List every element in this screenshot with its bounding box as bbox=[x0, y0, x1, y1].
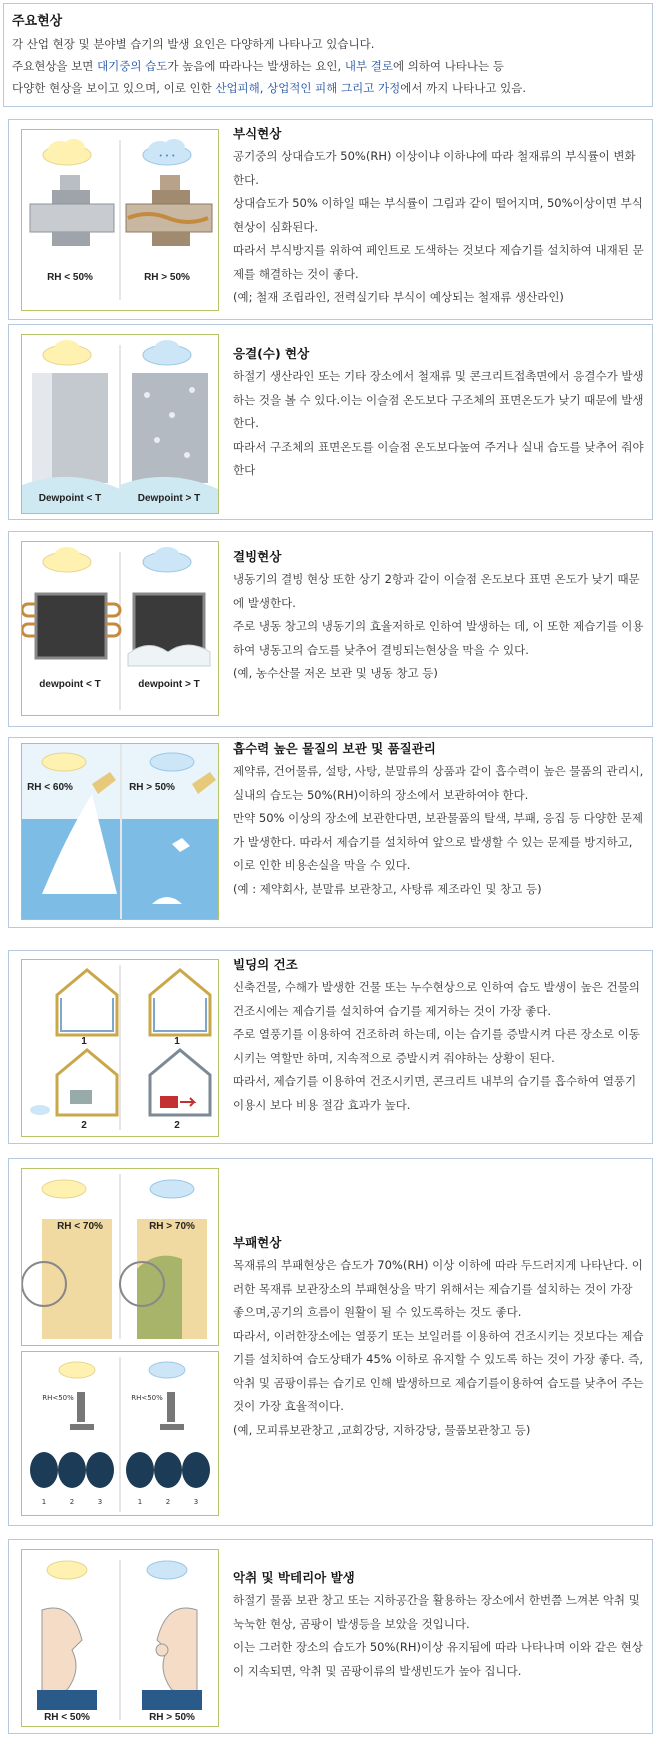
label-dish: 2 bbox=[165, 1498, 171, 1506]
rusted-bolt-icon bbox=[126, 175, 212, 246]
wet-pipe-icon bbox=[120, 373, 218, 513]
highlight-humidity: 대기중의 습도 bbox=[97, 59, 168, 73]
label-wet: dewpoint > T bbox=[138, 679, 200, 690]
section-paragraph: 주로 냉동 창고의 냉동기의 효율저하로 인하여 발생하는 데, 이 또한 제습기를 이용하여 냉동고의 습도를 낮추어 결빙되는현상을 막을 수 있다. bbox=[233, 619, 644, 657]
label-dry: Dewpoint < T bbox=[38, 493, 102, 504]
section-text bbox=[233, 343, 646, 483]
label-dry: RH < 70% bbox=[57, 1221, 103, 1232]
intro-line-3: 다양한 현상을 보이고 있으며, 이로 인한 산업피해, 상업적인 피해 그리고 가정에서 까지 나타나고 있음. bbox=[12, 81, 526, 95]
label-dry: dewpoint < T bbox=[39, 679, 101, 690]
section-text bbox=[233, 1567, 646, 1683]
odor-illustration bbox=[21, 1549, 219, 1727]
label-wet: RH > 70% bbox=[149, 1221, 195, 1232]
rain-cloud-icon bbox=[143, 139, 191, 165]
intro-box bbox=[3, 3, 653, 107]
clean-bolt-icon bbox=[30, 175, 114, 246]
face-disgust-icon bbox=[142, 1608, 202, 1710]
label-step: 1 bbox=[174, 1036, 180, 1047]
dry-cloud-icon bbox=[42, 753, 86, 771]
dry-pipe-icon bbox=[22, 373, 120, 513]
wood-decay-illustration bbox=[21, 1168, 219, 1346]
section-paragraph: 따라서, 제습기를 이용하여 건조시키면, 콘크리트 내부의 습기를 흡수하여 열풍기 이용시 보다 비용 절감 효과가 높다. bbox=[233, 1074, 637, 1112]
label-wet: RH > 50% bbox=[129, 782, 175, 793]
section-paragraph: 하절기 물품 보관 창고 또는 지하공간을 활용하는 장소에서 한번쯤 느껴본 악취 및 눅눅한 현상, 곰팡이 발생등을 보았을 것입니다. bbox=[233, 1593, 640, 1631]
rain-cloud-icon bbox=[147, 1561, 187, 1579]
dry-cloud-icon bbox=[59, 1362, 95, 1378]
microscope-illustration bbox=[21, 1351, 219, 1516]
label-dish: 3 bbox=[97, 1498, 103, 1506]
section-decay bbox=[8, 1158, 653, 1526]
section-title: 흡수력 높은 물질의 보관 및 품질관리 bbox=[233, 741, 436, 756]
dehumidifier-house-icon bbox=[150, 1050, 210, 1115]
microscope-icon bbox=[160, 1392, 184, 1430]
section-title: 결빙현상 bbox=[233, 549, 282, 564]
section-building-drying bbox=[8, 950, 653, 1144]
section-paragraph: 만약 50% 이상의 장소에 보관한다면, 보관물품의 탈색, 부패, 응집 등 다양한 문제가 발생한다. 따라서 제습기를 설치하여 앞으로 발생할 수 있는 문제를 방지하고, 이로 인한 비용손실을 막을 수 있다. bbox=[233, 811, 644, 872]
section-paragraph: 신축건물, 수해가 발생한 건물 또는 누수현상으로 인하여 습도 발생이 높은 건물의 건조시에는 제습기를 설치하여 습기를 제거하는 것이 가장 좋다. bbox=[233, 980, 640, 1018]
rain-cloud-icon bbox=[143, 547, 191, 572]
building-drying-illustration bbox=[21, 959, 219, 1137]
freezing-illustration bbox=[21, 541, 219, 716]
section-odor-bacteria bbox=[8, 1539, 653, 1734]
label-step: 2 bbox=[174, 1120, 180, 1131]
corrosion-illustration bbox=[21, 129, 219, 311]
frozen-coil-icon bbox=[128, 594, 210, 666]
dry-cloud-icon bbox=[47, 1561, 87, 1579]
absorbent-illustration bbox=[21, 743, 219, 920]
section-title: 부식현상 bbox=[233, 126, 282, 141]
intro-line-2: 주요현상을 보면 대기중의 습도가 높음에 따라나는 발생하는 요인, 내부 결로에 의하여 나타나는 등 bbox=[12, 59, 504, 73]
section-paragraph: 냉동기의 결빙 현상 또한 상기 2항과 같이 이슬점 온도보다 표면 온도가 낮기 때문에 발생한다. bbox=[233, 572, 640, 610]
label-dish: 1 bbox=[41, 1498, 47, 1506]
section-paragraph: (예 : 제약회사, 분말류 보관창고, 사탕류 제조라인 및 창고 등) bbox=[233, 881, 542, 896]
section-paragraph: 하절기 생산라인 또는 기타 장소에서 철재류 및 콘크리트접촉면에서 응결수가 발생하는 것을 볼 수 있다.이는 이슬점 온도보다 구조체의 표면온도가 낮기 때문에 발생한다. bbox=[233, 369, 644, 430]
section-condensation bbox=[8, 324, 653, 520]
label-wet: Dewpoint > T bbox=[137, 493, 201, 504]
section-paragraph: (예; 철재 조립라인, 전력실기타 부식이 예상되는 철재류 생산라인) bbox=[233, 290, 564, 304]
highlight-condensation: 내부 결로 bbox=[344, 59, 393, 73]
section-paragraph: 따라서 구조체의 표면온도를 이슬점 온도보다높여 주거나 실내 습도를 낮추어 줘야한다 bbox=[233, 439, 644, 477]
dry-cloud-icon bbox=[43, 547, 91, 572]
section-paragraph: (예, 모피류보관창고 ,교회강당, 지하강당, 물품보관창고 등) bbox=[233, 1422, 531, 1437]
section-text bbox=[233, 123, 646, 310]
section-text bbox=[233, 954, 646, 1117]
label-rh: RH<50% bbox=[42, 1394, 74, 1402]
house-icon bbox=[57, 970, 117, 1035]
face-neutral-icon bbox=[37, 1608, 97, 1710]
section-paragraph: 공기중의 상대습도가 50%(RH) 이상이냐 이하냐에 따라 철재류의 부식률이 변화 한다. bbox=[233, 149, 636, 187]
section-corrosion bbox=[8, 119, 653, 320]
label-dry: RH < 50% bbox=[44, 1712, 90, 1723]
label-step: 1 bbox=[81, 1036, 87, 1047]
section-paragraph: 상대습도가 50% 이하일 때는 부식률이 그림과 같이 떨어지며, 50%이상이면 부식현상이 심화된다. bbox=[233, 196, 643, 234]
section-paragraph: 따라서 부식방지를 위하여 페인트로 도색하는 것보다 제습기를 설치하여 내재된 문제를 해결하는 것이 좋다. bbox=[233, 243, 644, 281]
section-paragraph: 목재류의 부패현상은 습도가 70%(RH) 이상 이하에 따라 두드러지게 나타난다. 이러한 목재류 보관장소의 부패현상을 막기 위해서는 제습기를 설치하는 것이 가장 좋으며,공기의 흐름이 원활이 될 수 있도록하는 것도 좋다. bbox=[233, 1258, 643, 1319]
section-text bbox=[233, 546, 646, 686]
dry-cloud-icon bbox=[43, 139, 91, 165]
intro-title: 주요현상 bbox=[12, 14, 63, 29]
section-paragraph: 따라서, 이러한장소에는 열풍기 또는 보일러를 이용하여 건조시키는 것보다는 제습기를 설치하여 습도상태가 45% 이하로 유지할 수 있도록 하는 것이 가장 좋다. 즉, 악취 및 곰팡이류는 습기로 인해 발생하므로 제습기를이용하여 습도를 낮추어 주는 것이 가장 효율적이다. bbox=[233, 1328, 644, 1413]
highlight-damage: 산업피해, 상업적인 피해 그리고 가정 bbox=[215, 81, 401, 95]
section-absorbent-storage bbox=[8, 737, 653, 928]
rain-cloud-icon bbox=[150, 1180, 194, 1198]
section-text bbox=[233, 1232, 646, 1442]
label-dish: 1 bbox=[137, 1498, 143, 1506]
section-paragraph: 주로 열풍기를 이용하여 건조하려 하는데, 이는 습기를 증발시켜 다른 장소로 이동 시키는 역할만 하며, 지속적으로 증발시켜 줘야하는 상황이 된다. bbox=[233, 1027, 640, 1065]
rain-cloud-icon bbox=[143, 340, 191, 365]
section-title: 응결(수) 현상 bbox=[233, 346, 310, 361]
clean-coil-icon bbox=[22, 594, 120, 658]
label-step: 2 bbox=[81, 1120, 87, 1131]
section-freezing bbox=[8, 531, 653, 727]
condensation-illustration bbox=[21, 334, 219, 514]
intro-line-1: 각 산업 현장 및 분야별 습기의 발생 요인은 다양하게 나타나고 있습니다. bbox=[12, 37, 375, 51]
rain-cloud-icon bbox=[149, 1362, 185, 1378]
svg-text:• • •: • • • bbox=[158, 152, 176, 160]
section-title: 빌딩의 건조 bbox=[233, 957, 298, 972]
section-title: 부패현상 bbox=[233, 1235, 282, 1250]
label-dry: RH < 60% bbox=[27, 782, 73, 793]
house-icon bbox=[150, 970, 210, 1035]
label-wet: RH > 50% bbox=[144, 272, 190, 283]
label-wet: RH > 50% bbox=[149, 1712, 195, 1723]
section-paragraph: (예, 농수산물 저온 보관 및 냉동 창고 등) bbox=[233, 666, 438, 680]
section-title: 악취 및 박테리아 발생 bbox=[233, 1570, 355, 1585]
label-dish: 3 bbox=[193, 1498, 199, 1506]
label-dish: 2 bbox=[69, 1498, 75, 1506]
section-paragraph: 제약류, 건어물류, 설탕, 사탕, 분말류의 상품과 같이 흡수력이 높은 물품의 관리시, 실내의 습도는 50%(RH)이하의 장소에서 보관하여야 한다. bbox=[233, 764, 644, 802]
heater-house-icon bbox=[30, 1050, 117, 1115]
dry-cloud-icon bbox=[43, 340, 91, 365]
section-paragraph: 이는 그러한 장소의 습도가 50%(RH)이상 유지됨에 따라 나타나며 이와 같은 현상이 지속되면, 악취 및 곰팡이류의 발생빈도가 높아 집니다. bbox=[233, 1640, 643, 1678]
rain-cloud-icon bbox=[150, 753, 194, 771]
dry-cloud-icon bbox=[42, 1180, 86, 1198]
label-dry: RH < 50% bbox=[47, 272, 93, 283]
label-rh: RH<50% bbox=[131, 1394, 163, 1402]
section-text bbox=[233, 738, 646, 901]
